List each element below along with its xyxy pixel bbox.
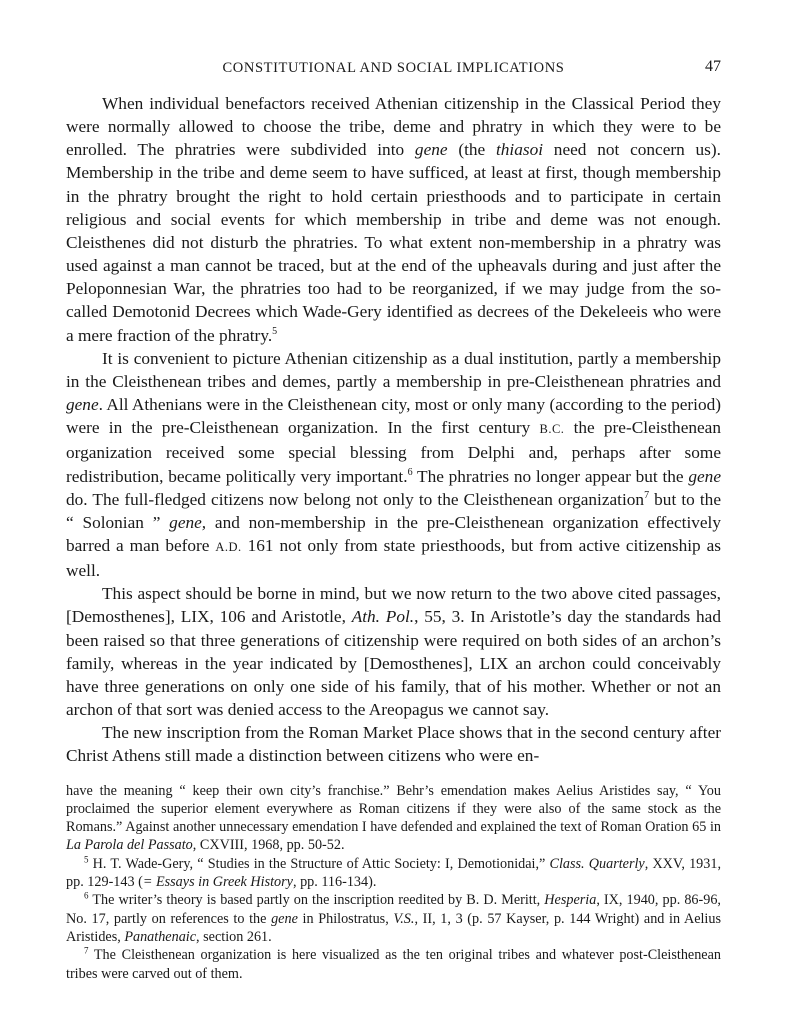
paragraph-3 — [66, 582, 721, 721]
italic-title: Panathenaic — [124, 928, 197, 945]
text-run: , 55, 3. In Aristotle’s day the standards had been raised so that three generations of citizenship were required on both sides of an archon’s family, whereas in the year indicated by [Demosthenes], LIX an archon could conceivably have three generations on only one side of his family, that of his mother. Whether or not an archon of that sort was denied access to the Areopagus we cannot say. — [66, 607, 721, 720]
text-run: It is convenient to picture Athenian citizenship as a dual institution, partly a membership in the Cleisthenean tribes and demes, partly a membership in pre-Cleisthenean phratries and — [66, 348, 721, 391]
text-run: (the — [447, 140, 496, 160]
text-run: , section 261. — [196, 928, 272, 945]
footnotes — [66, 782, 721, 983]
page-number: 47 — [705, 58, 721, 75]
paragraph-1 — [66, 92, 721, 347]
italic-term: gene — [414, 140, 448, 160]
small-caps-era: B.C. — [539, 422, 565, 437]
page — [66, 58, 721, 983]
text-run: The new inscription from the Roman Market Place shows that in the second century after Christ Athens still made a distinction between citizens who were en- — [66, 723, 721, 766]
text-run: do. The full-fledged citizens now belong not only to the Cleisthenean organization — [66, 489, 645, 509]
text-run: , pp. 116-134). — [292, 874, 377, 891]
text-run: , IX, 1940, pp. 86-96, No. 17, partly on references to the — [66, 892, 721, 927]
italic-term: gene — [688, 466, 721, 486]
running-head-title: CONSTITUTIONAL AND SOCIAL IMPLICATIONS — [222, 60, 565, 76]
italic-title: Class. Quarterly — [549, 855, 645, 872]
footnote-ref[interactable]: 7 — [644, 489, 650, 501]
text-run: need not concern us). Membership in the tribe and deme seem to have sufficed, at least at first, though membership in the phratry brought the right to hold certain priesthoods and to participate in certain religious and social events for which membership in tribe and deme was not enough. Cleisthenes did not disturb the phratries. To what extent non-membership in a phratry was used against a man cannot be traced, but at the end of the upheavals during and just after the Peloponnesian War, the phratries too had to be reorganized, if we may judge from the so-called Demotonid Decrees which Wade-Gery identified as decrees of the Dekeleeis who were a mere fraction of the phratry. — [66, 140, 721, 345]
italic-term: thiasoi — [495, 140, 544, 160]
paragraph-4 — [66, 721, 721, 767]
footnote-7 — [66, 946, 721, 983]
text-run: The phratries no longer appear but the — [412, 466, 689, 486]
body-text — [66, 92, 721, 768]
footnote-mark: 7 — [84, 945, 89, 956]
text-run: The writer’s theory is based partly on the inscription reedited by B. D. Meritt, — [88, 892, 545, 909]
italic-title: V.S. — [393, 910, 415, 927]
text-run: and non-membership in the pre-Cleisthenean organization effectively barred a man before — [66, 512, 721, 555]
text-run: in Philostratus, — [297, 910, 394, 927]
text-run: When individual benefactors received Athenian citizenship in the Classical Period they were normally allowed to choose the tribe, deme and phratry in which they were to be enrolled. The phratries were subdivided into — [66, 94, 721, 160]
text-run: , XXV, 1931, pp. 129-143 ( — [66, 855, 721, 891]
text-run: . All Athenians were in the Cleisthenean city, most or only many (according to the period) were in the pre-Cleisthenean organization. In the first century — [66, 395, 721, 438]
italic-term: gene — [66, 395, 99, 415]
footnote-ref[interactable]: 6 — [407, 466, 413, 478]
text-run: , CXVIII, 1968, pp. 50-52. — [192, 837, 345, 854]
footnote-mark: 6 — [84, 890, 89, 901]
italic-term: Ath. Pol. — [351, 607, 415, 627]
italic-title: Hesperia — [544, 892, 597, 909]
footnote-ref[interactable]: 5 — [272, 325, 278, 337]
text-run: the pre-Cleisthenean organization received some special blessing from Delphi and, perhaps after some redistribution, became politically very important. — [66, 418, 721, 486]
footnote-continuation — [66, 782, 721, 855]
footnote-mark: 5 — [84, 853, 89, 864]
paragraph-2 — [66, 347, 721, 583]
small-caps-era: A.D. — [215, 539, 242, 554]
text-run: This aspect should be borne in mind, but we now return to the two above cited passages, [Demosthenes], LIX, 106 and Aristotle, — [66, 584, 721, 627]
text-run: The Cleisthenean organization is here visualized as the ten original tribes and whatever post-Cleisthenean tribes were carved out of them. — [66, 947, 721, 982]
footnote-6 — [66, 891, 721, 946]
text-run: , II, 1, 3 (p. 57 Kayser, p. 144 Wright) and in Aelius Aristides, — [66, 910, 721, 945]
italic-term: gene — [271, 910, 298, 927]
running-head — [66, 58, 721, 84]
italic-title: La Parola del Passato — [66, 837, 193, 854]
italic-term: gene, — [169, 512, 207, 532]
text-run: have the meaning “ keep their own city’s franchise.” Behr’s emendation makes Aelius Aristides say, “ You proclaimed the superior element everywhere as Roman citizens if they were also of the same stock as the Romans.” Against another unnecessary emendation I have defended and explained the text of Roman Oration 65 in — [66, 782, 721, 836]
text-run: H. T. Wade-Gery, “ Studies in the Structure of Attic Society: I, Demotionidai,” — [88, 855, 550, 872]
italic-title: = Essays in Greek History — [142, 874, 293, 891]
footnote-5 — [66, 855, 721, 892]
text-run: 161 not only from state priesthoods, but from active citizenship as well. — [66, 535, 721, 581]
text-run: but to the “ Solonian ” — [66, 489, 721, 532]
